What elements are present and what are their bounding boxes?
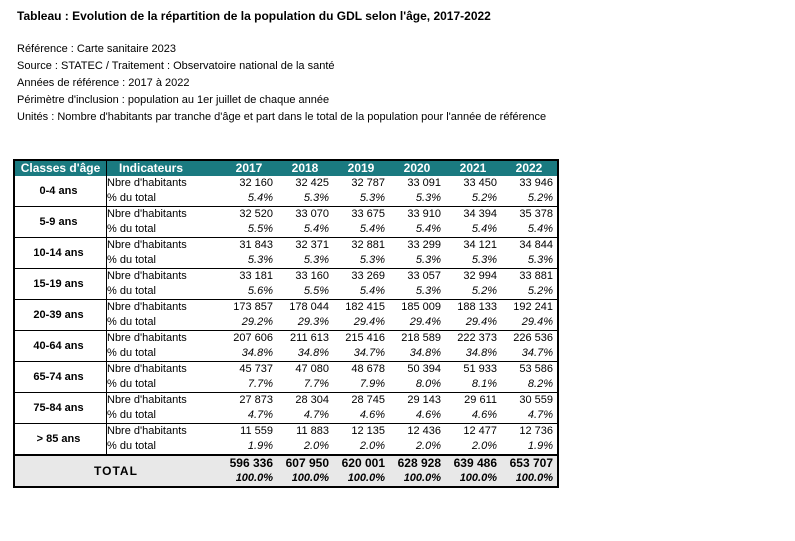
- count-cell: 11 883: [296, 425, 329, 437]
- pct-cell: 29.3%: [277, 315, 333, 331]
- count-cell: 33 299: [407, 239, 441, 251]
- count-cell: 12 135: [351, 425, 385, 437]
- pct-cell: 5.3%: [277, 253, 333, 269]
- meta-units: Unités : Nombre d'habitants par tranche d'âge et part dans le total de la population pour l'année de référence: [17, 111, 547, 123]
- pct-cell: 29.2%: [221, 315, 277, 331]
- pct-cell: 5.2%: [501, 284, 558, 300]
- pct-cell: 4.7%: [221, 408, 277, 424]
- indicator-label: Nbre d'habitants: [107, 332, 187, 344]
- pct-cell: 5.3%: [333, 253, 389, 269]
- total-pct-cell: 100.0%: [501, 471, 558, 487]
- age-class-cell: 15-19 ans: [14, 269, 107, 300]
- pct-cell: 7.7%: [221, 377, 277, 393]
- header-year: 2019: [333, 160, 389, 176]
- count-cell: 33 675: [351, 208, 385, 220]
- pct-cell: 29.4%: [333, 315, 389, 331]
- pct-cell: 5.4%: [445, 222, 501, 238]
- count-cell: 207 606: [233, 332, 273, 344]
- age-class-cell: 75-84 ans: [14, 393, 107, 424]
- table-row-count: [14, 393, 558, 409]
- age-class-cell: 5-9 ans: [14, 207, 107, 238]
- table-row-count: [14, 207, 558, 223]
- pct-cell: 5.3%: [389, 253, 445, 269]
- indicator-label: Nbre d'habitants: [107, 301, 187, 313]
- pct-cell: 5.3%: [445, 253, 501, 269]
- count-cell: 53 586: [519, 363, 553, 375]
- total-pct-cell: 100.0%: [277, 471, 333, 487]
- indicator-label: Nbre d'habitants: [107, 177, 187, 189]
- count-cell: 33 946: [519, 177, 553, 189]
- count-cell: 33 160: [295, 270, 329, 282]
- pct-cell: 4.7%: [501, 408, 558, 424]
- pct-cell: 4.6%: [445, 408, 501, 424]
- indicator-label: Nbre d'habitants: [107, 425, 187, 437]
- pct-cell: 2.0%: [445, 439, 501, 455]
- indicator-label: % du total: [107, 284, 222, 300]
- population-table: [13, 159, 559, 488]
- pct-cell: 2.0%: [277, 439, 333, 455]
- pct-cell: 5.3%: [277, 191, 333, 207]
- pct-cell: 5.4%: [333, 222, 389, 238]
- meta-years: Années de référence : 2017 à 2022: [17, 77, 190, 89]
- count-cell: 33 057: [407, 270, 441, 282]
- total-row-count: [14, 455, 558, 471]
- total-pct-cell: 100.0%: [389, 471, 445, 487]
- count-cell: 226 536: [513, 332, 553, 344]
- pct-cell: 34.8%: [221, 346, 277, 362]
- pct-cell: 8.1%: [445, 377, 501, 393]
- count-cell: 218 589: [401, 332, 441, 344]
- count-cell: 222 373: [457, 332, 497, 344]
- total-pct-cell: 100.0%: [445, 471, 501, 487]
- pct-cell: 4.6%: [389, 408, 445, 424]
- pct-cell: 29.4%: [501, 315, 558, 331]
- indicator-label: % du total: [107, 315, 222, 331]
- indicator-label: % du total: [107, 222, 222, 238]
- count-cell: 47 080: [295, 363, 329, 375]
- header-row: [14, 160, 558, 176]
- pct-cell: 34.7%: [333, 346, 389, 362]
- pct-cell: 8.2%: [501, 377, 558, 393]
- indicator-label: % du total: [107, 439, 222, 455]
- pct-cell: 5.5%: [277, 284, 333, 300]
- count-cell: 29 143: [407, 394, 441, 406]
- age-class-cell: 65-74 ans: [14, 362, 107, 393]
- count-cell: 27 873: [239, 394, 273, 406]
- meta-scope: Périmètre d'inclusion : population au 1er juillet de chaque année: [17, 94, 330, 106]
- count-cell: 211 613: [290, 332, 329, 344]
- total-count-cell: 607 950: [277, 455, 333, 471]
- indicator-label: % du total: [107, 408, 222, 424]
- header-year: 2022: [501, 160, 558, 176]
- pct-cell: 1.9%: [221, 439, 277, 455]
- count-cell: 12 477: [463, 425, 497, 437]
- count-cell: 185 009: [401, 301, 441, 313]
- total-label: TOTAL: [14, 455, 221, 487]
- pct-cell: 5.4%: [333, 284, 389, 300]
- pct-cell: 2.0%: [389, 439, 445, 455]
- count-cell: 33 181: [239, 270, 273, 282]
- count-cell: 32 787: [351, 177, 385, 189]
- pct-cell: 34.8%: [445, 346, 501, 362]
- count-cell: 33 881: [519, 270, 553, 282]
- count-cell: 32 881: [351, 239, 385, 251]
- table-title: Tableau : Evolution de la répartition de la population du GDL selon l'âge, 2017-2022: [17, 9, 491, 23]
- pct-cell: 5.4%: [221, 191, 277, 207]
- total-pct-cell: 100.0%: [221, 471, 277, 487]
- age-class-cell: 40-64 ans: [14, 331, 107, 362]
- count-cell: 33 910: [407, 208, 441, 220]
- count-cell: 11 559: [240, 425, 273, 437]
- header-year: 2020: [389, 160, 445, 176]
- total-count-cell: 639 486: [445, 455, 501, 471]
- pct-cell: 34.8%: [277, 346, 333, 362]
- pct-cell: 4.6%: [333, 408, 389, 424]
- pct-cell: 29.4%: [445, 315, 501, 331]
- total-count-cell: 620 001: [333, 455, 389, 471]
- age-class-cell: 10-14 ans: [14, 238, 107, 269]
- count-cell: 33 269: [351, 270, 385, 282]
- age-class-cell: 0-4 ans: [14, 176, 107, 207]
- header-indicateurs: Indicateurs: [107, 160, 222, 176]
- count-cell: 32 994: [463, 270, 497, 282]
- count-cell: 32 425: [295, 177, 329, 189]
- table-row-count: [14, 269, 558, 285]
- age-class-cell: > 85 ans: [14, 424, 107, 456]
- pct-cell: 5.3%: [389, 284, 445, 300]
- indicator-label: Nbre d'habitants: [107, 270, 187, 282]
- indicator-label: Nbre d'habitants: [107, 394, 187, 406]
- count-cell: 29 611: [464, 394, 497, 406]
- count-cell: 34 394: [463, 208, 497, 220]
- count-cell: 51 933: [463, 363, 497, 375]
- pct-cell: 5.5%: [221, 222, 277, 238]
- count-cell: 192 241: [513, 301, 553, 313]
- total-pct-cell: 100.0%: [333, 471, 389, 487]
- pct-cell: 5.2%: [445, 284, 501, 300]
- count-cell: 50 394: [407, 363, 441, 375]
- count-cell: 33 091: [407, 177, 441, 189]
- pct-cell: 4.7%: [277, 408, 333, 424]
- pct-cell: 5.4%: [501, 222, 558, 238]
- pct-cell: 8.0%: [389, 377, 445, 393]
- count-cell: 33 070: [295, 208, 329, 220]
- count-cell: 188 133: [457, 301, 497, 313]
- pct-cell: 7.9%: [333, 377, 389, 393]
- meta-reference: Référence : Carte sanitaire 2023: [17, 43, 176, 55]
- header-classes: Classes d'âge: [14, 160, 107, 176]
- pct-cell: 2.0%: [333, 439, 389, 455]
- count-cell: 34 844: [519, 239, 553, 251]
- pct-cell: 5.3%: [333, 191, 389, 207]
- count-cell: 34 121: [463, 239, 497, 251]
- table-row-count: [14, 424, 558, 440]
- pct-cell: 1.9%: [501, 439, 558, 455]
- total-count-cell: 628 928: [389, 455, 445, 471]
- table-row-count: [14, 362, 558, 378]
- pct-cell: 5.2%: [445, 191, 501, 207]
- header-year: 2018: [277, 160, 333, 176]
- count-cell: 30 559: [519, 394, 553, 406]
- table-row-count: [14, 238, 558, 254]
- pct-cell: 7.7%: [277, 377, 333, 393]
- count-cell: 31 843: [239, 239, 273, 251]
- pct-cell: 5.3%: [389, 191, 445, 207]
- pct-cell: 5.4%: [277, 222, 333, 238]
- indicator-label: Nbre d'habitants: [107, 363, 187, 375]
- count-cell: 33 450: [463, 177, 497, 189]
- table-row-count: [14, 300, 558, 316]
- count-cell: 182 415: [345, 301, 385, 313]
- count-cell: 215 416: [345, 332, 385, 344]
- count-cell: 45 737: [239, 363, 273, 375]
- pct-cell: 5.4%: [389, 222, 445, 238]
- count-cell: 32 520: [239, 208, 273, 220]
- table-row-count: [14, 176, 558, 191]
- header-year: 2017: [221, 160, 277, 176]
- count-cell: 12 736: [519, 425, 553, 437]
- count-cell: 48 678: [351, 363, 385, 375]
- pct-cell: 34.8%: [389, 346, 445, 362]
- total-count-cell: 653 707: [501, 455, 558, 471]
- pct-cell: 29.4%: [389, 315, 445, 331]
- age-class-cell: 20-39 ans: [14, 300, 107, 331]
- indicator-label: % du total: [107, 191, 222, 207]
- indicator-label: % du total: [107, 253, 222, 269]
- count-cell: 28 745: [351, 394, 385, 406]
- count-cell: 35 378: [519, 208, 553, 220]
- total-count-cell: 596 336: [221, 455, 277, 471]
- indicator-label: % du total: [107, 346, 222, 362]
- count-cell: 12 436: [407, 425, 441, 437]
- count-cell: 32 371: [295, 239, 329, 251]
- count-cell: 173 857: [233, 301, 273, 313]
- pct-cell: 5.6%: [221, 284, 277, 300]
- meta-source: Source : STATEC / Traitement : Observatoire national de la santé: [17, 60, 335, 72]
- pct-cell: 5.2%: [501, 191, 558, 207]
- indicator-label: Nbre d'habitants: [107, 239, 187, 251]
- header-year: 2021: [445, 160, 501, 176]
- count-cell: 32 160: [239, 177, 273, 189]
- pct-cell: 5.3%: [501, 253, 558, 269]
- pct-cell: 5.3%: [221, 253, 277, 269]
- indicator-label: Nbre d'habitants: [107, 208, 187, 220]
- metadata-block: [17, 41, 546, 126]
- count-cell: 178 044: [289, 301, 329, 313]
- indicator-label: % du total: [107, 377, 222, 393]
- table-row-count: [14, 331, 558, 347]
- pct-cell: 34.7%: [501, 346, 558, 362]
- count-cell: 28 304: [295, 394, 329, 406]
